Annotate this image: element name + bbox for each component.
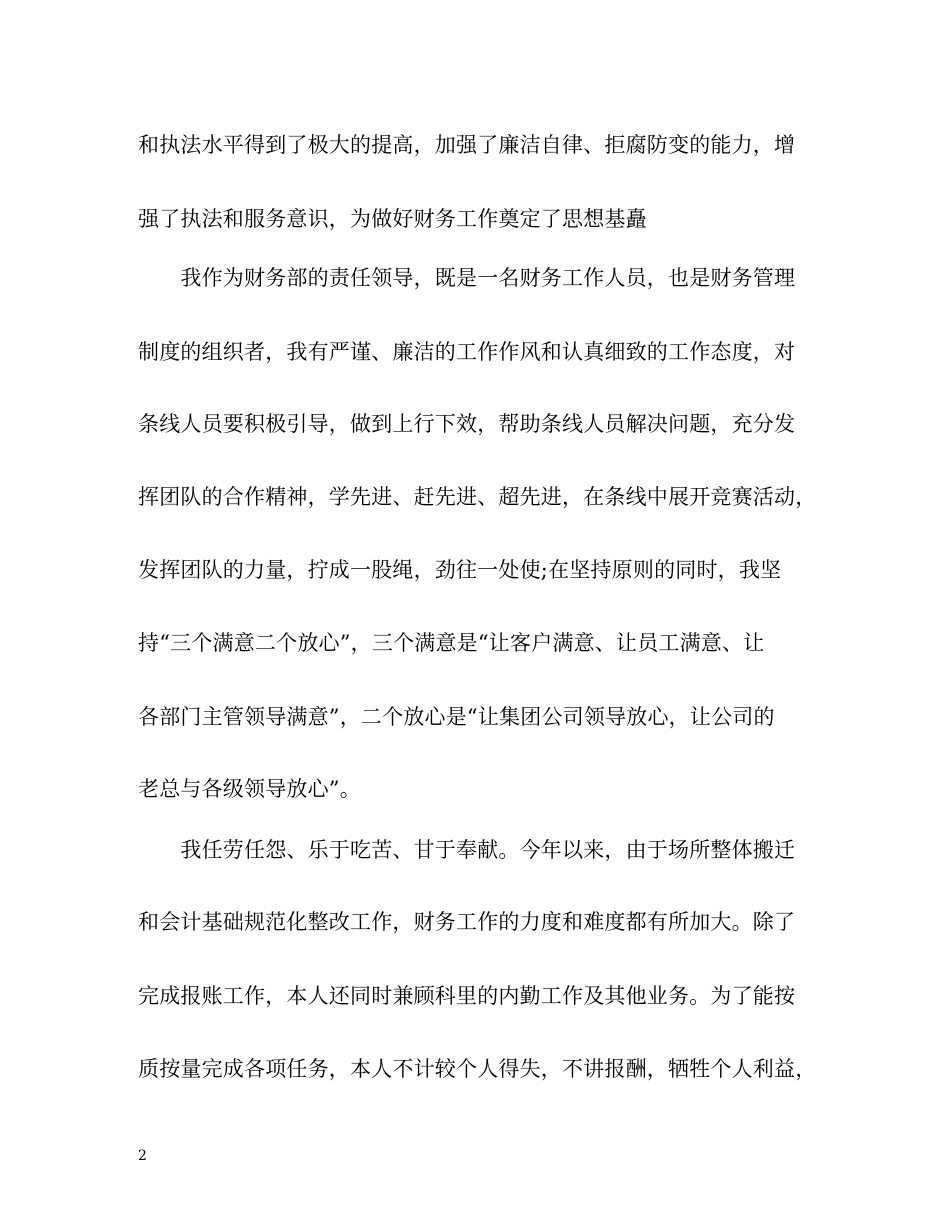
text-line: 发挥团队的力量，拧成一股绳，劲往一处使;在坚持原则的同时，我坚 bbox=[138, 558, 782, 582]
text-line: 制度的组织者，我有严谨、廉洁的工作作风和认真细致的工作态度，对 bbox=[138, 340, 796, 364]
text-line: 持“三个满意二个放心”，三个满意是“让客户满意、让员工满意、让 bbox=[138, 631, 765, 655]
text-line: 和执法水平得到了极大的提高，加强了廉洁自律、拒腐防变的能力，增 bbox=[138, 133, 796, 157]
text-line: 强了执法和服务意识，为做好财务工作奠定了思想基矗 bbox=[138, 207, 647, 231]
text-line: 我任劳任怨、乐于吃苦、甘于奉献。今年以来，由于场所整体搬迁 bbox=[138, 838, 796, 862]
page-number: 2 bbox=[138, 1148, 147, 1164]
text-line: 挥团队的合作精神，学先进、赶先进、超先进，在条线中展开竞赛活动， bbox=[138, 485, 817, 509]
text-line: 完成报账工作，本人还同时兼顾科里的内勤工作及其他业务。为了能按 bbox=[138, 984, 796, 1008]
text-line: 和会计基础规范化整改工作，财务工作的力度和难度都有所加大。除了 bbox=[138, 910, 796, 934]
text-line: 质按量完成各项任务，本人不计较个人得失，不讲报酬，牺牲个人利益， bbox=[138, 1057, 817, 1081]
text-line: 条线人员要积极引导，做到上行下效，帮助条线人员解决问题，充分发 bbox=[138, 412, 796, 436]
text-line: 老总与各级领导放心”。 bbox=[138, 777, 361, 801]
text-line: 各部门主管领导满意”，二个放心是“让集团公司领导放心，让公司的 bbox=[138, 705, 775, 729]
text-line: 我作为财务部的责任领导，既是一名财务工作人员，也是财务管理 bbox=[138, 266, 796, 290]
